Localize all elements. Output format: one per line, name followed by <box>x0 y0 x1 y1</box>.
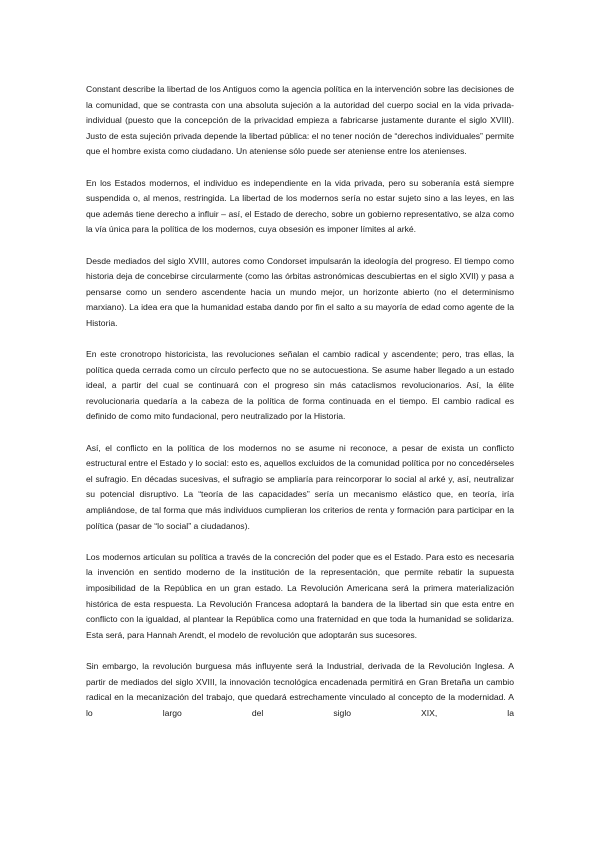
paragraph-conflicto-politica: Así, el conflicto en la política de los modernos no se asume ni reconoce, a pesar de exista un conflicto estructural entre el Estado y lo social: esto es, aquellos excluidos de la comunidad política por no concedérseles el sufragio. En décadas sucesivas, el sufragio se ampliaría para reincorporar lo social al arké y, así, neutralizar su potencial disruptivo. La “teoría de las capacidades” sería un mecanismo elástico que, en teoría, iría ampliándose, de tal forma que más individuos cumplieran los criterios de renta y formación para participar en la política (pasar de “lo social” a ciudadanos). <box>86 442 514 531</box>
paragraph-estado-representacion: Los modernos articulan su política a través de la concreción del poder que es el Estado. Para esto es necesaria la invención en sentido moderno de la institución de la representación, que permite rebatir la supuesta imposibilidad de la República en un gran estado. La Revolución Americana será la primera materialización histórica de esta respuesta. La Revolución Francesa adoptará la bandera de la libertad sin que esta entre en conflicto con la igualdad, al plantear la República como una fraternidad en que toda la humanidad se solidariza. Esta será, para Hannah Arendt, el modelo de revolución que adoptarán sus sucesores. <box>86 551 514 640</box>
document-body <box>86 82 514 721</box>
paragraph-estados-modernos: En los Estados modernos, el individuo es independiente en la vida privada, pero su soberanía está siempre suspendida o, al menos, restringida. La libertad de los modernos sería no estar sujeto sino a las leyes, en las que además tiene derecho a influir – así, el Estado de derecho, sobre un gobierno representativo, se alza como la vía única para la política de los modernos, cuya obsesión es imponer límites al arké. <box>86 177 514 235</box>
paragraph-libertad-antiguos: Constant describe la libertad de los Antiguos como la agencia política en la intervención sobre las decisiones de la comunidad, que se contrasta con una absoluta sujeción a la autoridad del cuerpo social en la vida privada-individual (puesto que la concepción de la privacidad empieza a fabricarse justamente durante el siglo XVIII). Justo de esta sujeción privada depende la libertad pública: el no tener noción de “derechos individuales” permite que el hombre exista como ciudadano. Un ateniense sólo puede ser ateniense entre los atenienses. <box>86 84 514 157</box>
paragraph-ideologia-progreso: Desde mediados del siglo XVIII, autores como Condorset impulsarán la ideología del progreso. El tiempo como historia deja de concebirse circularmente (como las órbitas astronómicas descubiertas en el siglo XVII) y pasa a pensarse como un sendero ascendente hacia un mundo mejor, un horizonte abierto (no el determinismo marxiano). La idea era que la humanidad estaba dando por fin el salto a su mayoría de edad como agente de la Historia. <box>86 255 514 328</box>
paragraph-revolucion-industrial: Sin embargo, la revolución burguesa más influyente será la Industrial, derivada de la Revolución Inglesa. A partir de mediados del siglo XVIII, la innovación tecnológica encadenada permitirá en Gran Bretaña un cambio radical en la mecanización del trabajo, que quedará estrechamente vinculado al concepto de la modernidad. A lo largo del siglo XIX, la <box>86 660 514 718</box>
paragraph-cronotropo-historicista: En este cronotropo historicista, las revoluciones señalan el cambio radical y ascendente; pero, tras ellas, la política queda cerrada como un círculo perfecto que no se autocuestiona. Se asume haber llegado a un estado ideal, a partir del cual se continuará con el progreso sin más cataclismos revolucionarios. Así, la élite revolucionaria quedaría a la cabeza de la política de forma continuada en el tiempo. El cambio radical es definido de como mito fundacional, pero neutralizado por la Historia. <box>86 349 514 422</box>
